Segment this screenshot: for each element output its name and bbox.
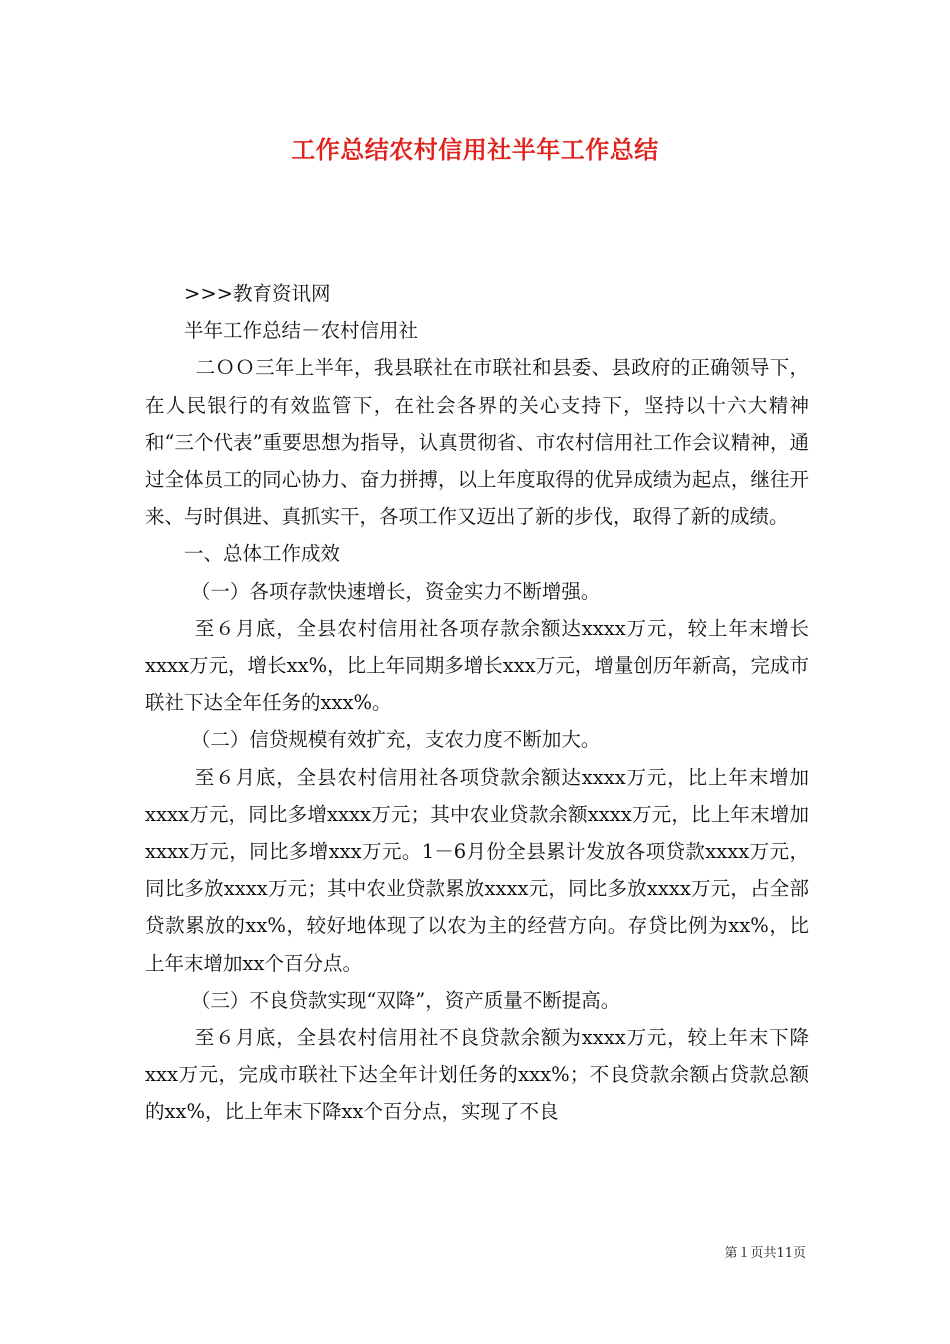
paragraph-intro: 二ＯＯ三年上半年，我县联社在市联社和县委、县政府的正确领导下，在人民银行的有效监管下，在社会各界的关心支持下，坚持以十六大精神和“三个代表”重要思想为指导，认真贯彻省、市农村信用社工作会议精神，通过全体员工的同心协力、奋力拼搏，以上年度取得的优异成绩为起点，继往开来、与时俱进、真抓实干，各项工作又迈出了新的步伐，取得了新的成绩。 xyxy=(145,356,809,529)
paragraph-subtitle: 半年工作总结－农村信用社 xyxy=(184,319,419,343)
paragraph-deposits: 至６月底，全县农村信用社各项存款余额达xxxx万元，较上年末增长xxxx万元，增长xx%，比上年同期多增长xxx万元，增量创历年新高，完成市联社下达全年任务的xxx%。 xyxy=(145,616,809,715)
document-title: 工作总结农村信用社半年工作总结 xyxy=(291,135,659,164)
page-number: 第１页共11页 xyxy=(724,1246,806,1261)
section-heading: 一、总体工作成效 xyxy=(184,542,341,566)
paragraph-source: >>>教育资讯网 xyxy=(184,282,331,305)
subsection-heading-loans: （二）信贷规模有效扩充，支农力度不断加大。 xyxy=(190,728,601,752)
subsection-heading-deposits: （一）各项存款快速增长，资金实力不断增强。 xyxy=(190,579,601,603)
paragraph-loans: 至６月底，全县农村信用社各项贷款余额达xxxx万元，比上年末增加xxxx万元，同比多增xxxx万元；其中农业贷款余额xxxx万元，比上年末增加xxxx万元，同比多增xxx万元。1－6月份全县累计发放各项贷款xxxx万元，同比多放xxxx万元；其中农业贷款累放xxxx元，同比多放xxxx万元，占全部贷款累放的xx%，较好地体现了以农为主的经营方向。存贷比例为xx%，比上年末增加xx个百分点。 xyxy=(145,765,809,975)
subsection-heading-bad-loans: （三）不良贷款实现“双降”，资产质量不断提高。 xyxy=(190,988,621,1012)
paragraph-bad-loans: 至６月底，全县农村信用社不良贷款余额为xxxx万元，较上年末下降xxx万元，完成市联社下达全年计划任务的xxx%；不良贷款余额占贷款总额的xx%，比上年末下降xx个百分点，实现了不良 xyxy=(145,1026,809,1124)
document-body xyxy=(145,275,809,1131)
